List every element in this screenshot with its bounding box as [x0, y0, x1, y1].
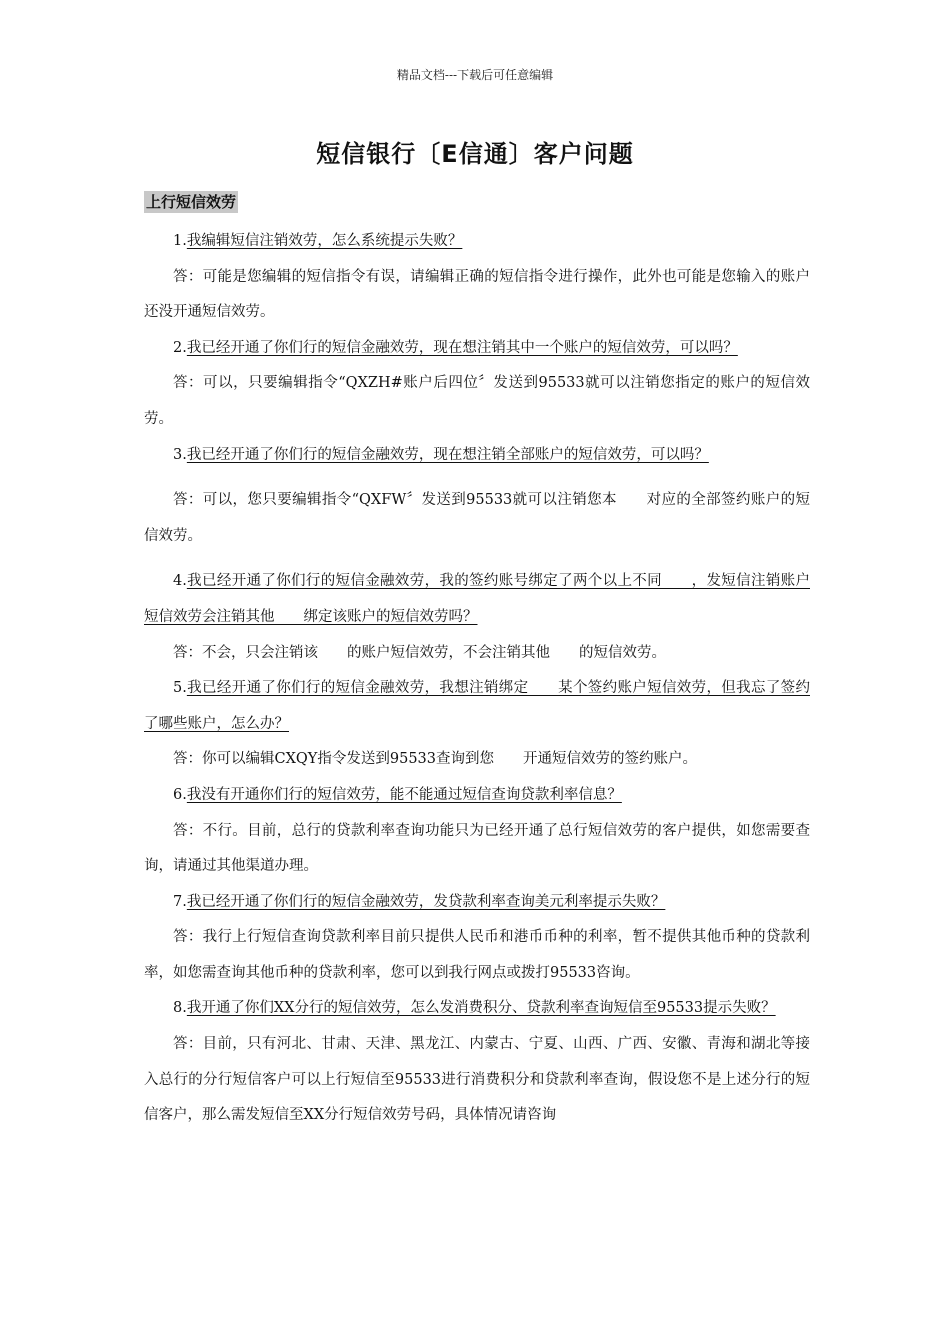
answer-6: 答：不行。目前，总行的贷款利率查询功能只为已经开通了总行短信效劳的客户提供，如您需要查询，请通过其他渠道办理。 — [144, 822, 810, 875]
question-text: 我开通了你们XX分行的短信效劳，怎么发消费积分、贷款利率查询短信至95533提示失败？ — [186, 1000, 776, 1017]
question-number: 2. — [173, 339, 187, 356]
question-number: 1. — [173, 233, 187, 249]
question-1 — [144, 224, 810, 260]
question-text: 我已经开通了你们行的短信金融效劳，发贷款利率查询美元利率提示失败？ — [186, 893, 666, 910]
answer-7: 答：我行上行短信查询贷款利率目前只提供人民币和港币币种的利率，暂不提供其他币种的贷款利率，如您需查询其他币种的贷款利率，您可以到我行网点或拨打95533咨询。 — [144, 929, 810, 981]
answer-3: 答：可以，您只要编辑指令“QXFW〞发送到95533就可以注销您本 对应的全部签约账户的短信效劳。 — [144, 492, 810, 544]
question-5 — [144, 671, 810, 742]
question-number: 7. — [173, 893, 187, 910]
question-2 — [144, 331, 810, 367]
section-heading: 上行短信效劳 — [146, 193, 237, 211]
answer-1: 答：可能是您编辑的短信指令有误，请编辑正确的短信指令进行操作，此外也可能是您输入的账户还没开通短信效劳。 — [144, 268, 810, 321]
answer-2: 答：可以，只要编辑指令“QXZH#账户后四位〞发送到95533就可以注销您指定的账户的短信效劳。 — [144, 375, 810, 427]
question-text: 我编辑短信注销效劳，怎么系统提示失败？ — [186, 233, 463, 249]
question-number: 3. — [173, 446, 187, 463]
answer-8: 答：目前，只有河北、甘肃、天津、黑龙江、内蒙古、宁夏、山西、广西、安徽、青海和湖北等接入总行的分行短信客户可以上行短信至95533进行消费积分和贷款利率查询，假设您不是上述分行的短信客户，那么需发短信至XX分行短信效劳号码，具体情况请咨询 — [144, 1036, 810, 1124]
question-number: 8. — [173, 1000, 187, 1017]
header-note: 精品文档---下载后可任意编辑 — [396, 68, 554, 82]
question-6 — [144, 778, 810, 814]
question-text: 我已经开通了你们行的短信金融效劳，现在想注销其中一个账户的短信效劳，可以吗？ — [186, 339, 738, 356]
qa-list — [144, 224, 810, 1134]
answer-5: 答：你可以编辑CXQY指令发送到95533查询到您 开通短信效劳的签约账户。 — [173, 751, 698, 768]
question-number: 6. — [173, 786, 187, 803]
question-4 — [144, 564, 810, 635]
question-number: 4. — [173, 573, 187, 590]
document-title: 短信银行〔E信通〕客户问题 — [316, 140, 634, 168]
question-8 — [144, 991, 810, 1027]
question-text: 我已经开通了你们行的短信金融效劳，现在想注销全部账户的短信效劳，可以吗？ — [186, 446, 709, 463]
question-number: 5. — [173, 680, 187, 697]
question-text: 我已经开通了你们行的短信金融效劳，我想注销绑定 某个签约账户短信效劳，但我忘了签约了哪些账户，怎么办？ — [144, 680, 810, 732]
question-7 — [144, 885, 810, 921]
answer-4: 答：不会，只会注销该 的账户短信效劳，不会注销其他 的短信效劳。 — [173, 644, 666, 661]
question-text: 我没有开通你们行的短信效劳，能不能通过短信查询贷款利率信息？ — [186, 786, 622, 803]
question-text: 我已经开通了你们行的短信金融效劳，我的签约账号绑定了两个以上不同 ，发短信注销账户短信效劳会注销其他 绑定该账户的短信效劳吗？ — [144, 573, 810, 625]
question-3 — [144, 438, 810, 474]
